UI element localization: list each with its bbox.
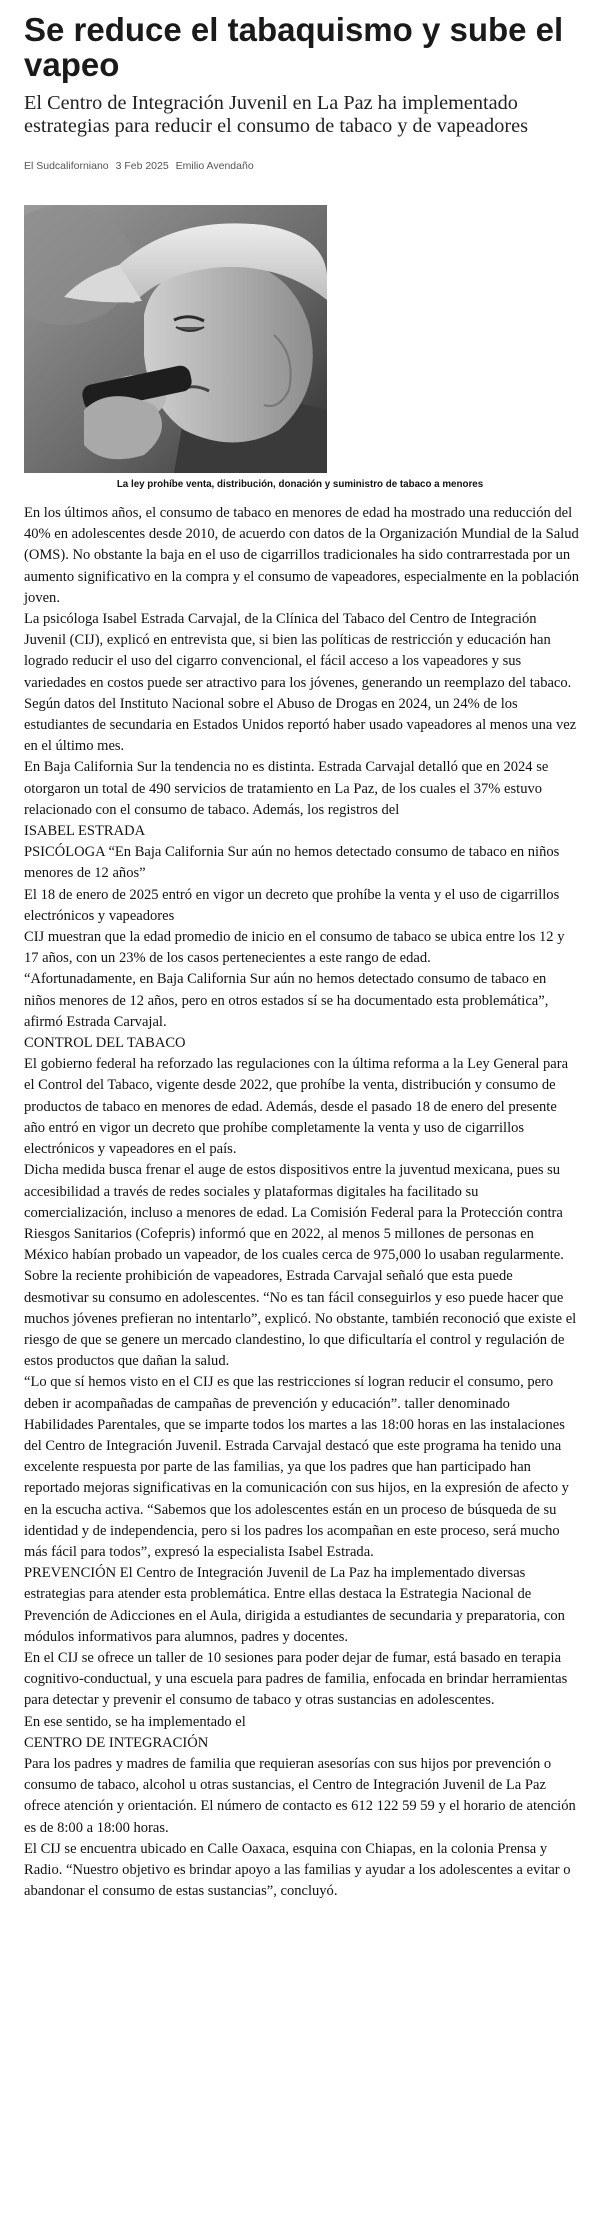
article-photo — [24, 205, 327, 473]
body-paragraph: Según datos del Instituto Nacional sobre el Abuso de Drogas en 2024, un 24% de los estudiantes de secundaria en Estados Unidos reportó haber usado vapeadores al menos una vez en el último mes. — [24, 695, 577, 755]
section-subheading: CENTRO DE INTEGRACIÓN — [24, 1734, 209, 1751]
body-paragraph: “Lo que sí hemos visto en el CIJ es que las restricciones sí logran reducir el consumo, pero deben ir acompañadas de campañas de prevención y educación”. taller denominado Habilidades Parentales, que se imparte todos los martes a las 18:00 horas en las instalaciones del Centro de Integración Juvenil. Estrada Carvajal destacó que este programa ha tenido una excelente respuesta por parte de las familias, ya que los padres que han participado han reportado mejoras significativas en la comunicación con sus hijos, en la expresión de afecto y en la escucha activa. “Sabemos que los adolescentes están en un proceso de búsqueda de su identidad y de independencia, pero si los padres los acompañan en este proceso, será mucho más fácil para todos”, expresó la especialista Isabel Estrada. — [24, 1374, 569, 1560]
article-body — [24, 503, 580, 1902]
body-paragraph: El 18 de enero de 2025 entró en vigor un decreto que prohíbe la venta y el uso de cigarrillos electrónicos y vapeadores — [24, 886, 560, 924]
pull-quote-name: ISABEL ESTRADA — [24, 823, 146, 840]
section-subheading: CONTROL DEL TABACO — [24, 1035, 186, 1052]
body-paragraph: En el CIJ se ofrece un taller de 10 sesiones para poder dejar de fumar, está basado en terapia cognitivo-conductual, y una escuela para padres de familia, enfocada en brindar herramientas para detectar y prevenir el consumo de tabaco y otras sustancias en adolescentes. — [24, 1649, 568, 1709]
body-paragraph: Para los padres y madres de familia que requieran asesorías con sus hijos por prevención o consumo de tabaco, alcohol u otras sustancias, el Centro de Integración Juvenil de La Paz ofrece atención y orientación. El número de contacto es 612 122 59 59 y el horario de atención es de 8:00 a 18:00 horas. — [24, 1755, 576, 1836]
body-paragraph: Dicha medida busca frenar el auge de estos dispositivos entre la juventud mexicana, pues su accesibilidad a través de redes sociales y plataformas digitales ha facilitado su comercialización, incluso a menores de edad. La Comisión Federal para la Protección contra Riesgos Sanitarios (Cofepris) informó que en 2022, al menos 5 millones de personas en México habían probado un vapeador, de los cuales cerca de 975,000 lo usaban regularmente. — [24, 1162, 564, 1264]
byline — [24, 160, 584, 172]
body-paragraph: La psicóloga Isabel Estrada Carvajal, de la Clínica del Tabaco del Centro de Integración Juvenil (CIJ), explicó en entrevista que, si bien las políticas de restricción y educación han logrado reducir el uso del cigarro convencional, el fácil acceso a los vapeadores y sus variedades en costos puede ser atractivo para los jóvenes, generando un reemplazo del tabaco. — [24, 611, 572, 691]
body-paragraph: El gobierno federal ha reforzado las regulaciones con la última reforma a la Ley General para el Control del Tabaco, vigente desde 2022, que prohíbe la venta, distribución y consumo de productos de tabaco en menores de edad. Además, desde el pasado 18 de enero del presente año entró en vigor un decreto que prohíbe completamente la venta y uso de cigarrillos electrónicos y vapeadores en el país. — [24, 1056, 569, 1158]
author-name: Emilio Avendaño — [175, 160, 254, 172]
body-paragraph: Sobre la reciente prohibición de vapeadores, Estrada Carvajal señaló que esta puede desmotivar su consumo en adolescentes. “No es tan fácil conseguirlos y eso puede hacer que muchos jóvenes prefieran no intentarlo”, explicó. No obstante, también reconoció que existe el riesgo de que se genere un mercado clandestino, lo que dificultaría el control y regulación de estos productos que dañan la salud. — [24, 1268, 577, 1370]
body-paragraph: El CIJ se encuentra ubicado en Calle Oaxaca, esquina con Chiapas, en la colonia Prensa y Radio. “Nuestro objetivo es brindar apoyo a las familias y ayudar a los adolescentes a evitar o abandonar el consumo de estas sustancias”, concluyó. — [24, 1840, 571, 1900]
publish-date: 3 Feb 2025 — [115, 160, 169, 172]
source-name: El Sudcaliforniano — [24, 160, 109, 172]
body-paragraph: “Afortunadamente, en Baja California Sur aún no hemos detectado consumo de tabaco en niños menores de 12 años, pero en otros estados sí se ha documentado esta problemática”, afirmó Estrada Carvajal. — [24, 971, 549, 1030]
body-paragraph: En Baja California Sur la tendencia no es distinta. Estrada Carvajal detalló que en 2024 se otorgaron un total de 490 servicios de tratamiento en La Paz, de los cuales el 37% estuvo relacionado con el consumo de tabaco. Además, los registros del — [24, 759, 549, 818]
deck-subtitle: El Centro de Integración Juvenil en La Paz ha implementado estrategias para reducir el consumo de tabaco y de vapeadores — [24, 92, 528, 137]
body-paragraph: CIJ muestran que la edad promedio de inicio en el consumo de tabaco se ubica entre los 12 y 17 años, con un 23% de los casos pertenecientes a este rango de edad. — [24, 929, 565, 967]
photo-caption: La ley prohíbe venta, distribución, donación y suministro de tabaco a menores — [116, 479, 484, 490]
body-paragraph: PREVENCIÓN El Centro de Integración Juvenil de La Paz ha implementado diversas estrategias para atender esta problemática. Entre ellas destaca la Estrategia Nacional de Prevención de Adicciones en el Aula, dirigida a estudiantes de secundaria y preparatoria, con módulos informativos para alumnos, padres y docentes. — [24, 1565, 565, 1645]
photo-person-vaping-icon — [24, 205, 327, 473]
body-paragraph: En ese sentido, se ha implementado el — [24, 1713, 246, 1730]
body-paragraph: En los últimos años, el consumo de tabaco en menores de edad ha mostrado una reducción del 40% en adolescentes desde 2010, de acuerdo con datos de la Organización Mundial de la Salud (OMS). No obstante la baja en el uso de cigarrillos tradicionales ha sido contrarrestada por un aumento significativo en la compra y el consumo de vapeadores, especialmente en la población joven. — [24, 505, 580, 606]
pull-quote: PSICÓLOGA “En Baja California Sur aún no hemos detectado consumo de tabaco en niños menores de 12 años” — [24, 844, 560, 882]
headline: Se reduce el tabaquismo y sube el vapeo — [24, 11, 564, 83]
